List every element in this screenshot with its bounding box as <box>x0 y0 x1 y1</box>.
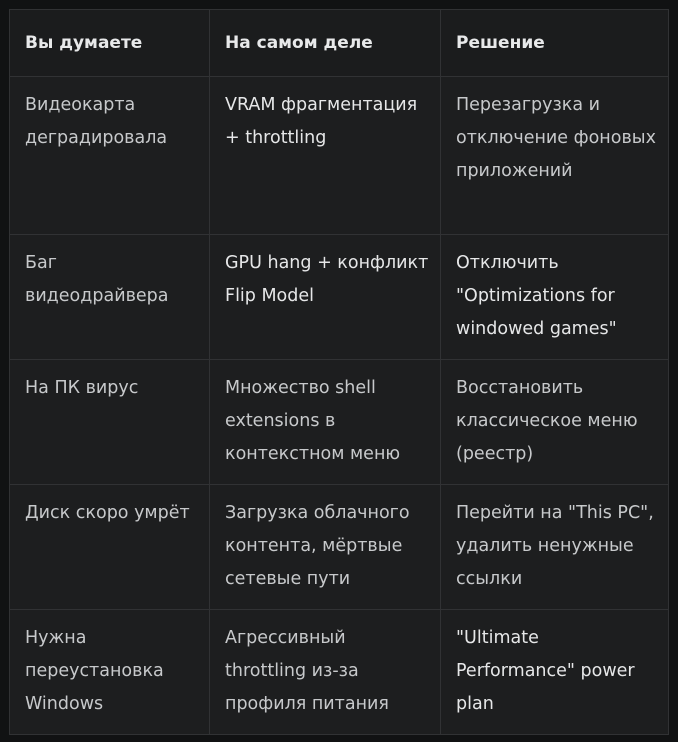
table-row <box>10 485 669 610</box>
cell-you-think: Диск скоро умрёт <box>10 485 210 610</box>
header-actually: На самом деле <box>210 10 441 77</box>
cell-solution: "Ultimate Performance" power plan <box>441 610 669 735</box>
table-header <box>10 10 669 77</box>
table-row <box>10 77 669 235</box>
cell-actually: VRAM фрагментация + throttling <box>210 77 441 235</box>
cell-solution: Восстановить классическое меню (реестр) <box>441 360 669 485</box>
table-row <box>10 610 669 735</box>
cell-solution: Перейти на "This PC", удалить ненужные ссылки <box>441 485 669 610</box>
comparison-table <box>9 9 669 735</box>
header-row <box>10 10 669 77</box>
cell-actually: GPU hang + конфликт Flip Model <box>210 235 441 360</box>
header-solution: Решение <box>441 10 669 77</box>
cell-actually: Загрузка облачного контента, мёртвые сетевые пути <box>210 485 441 610</box>
cell-actually: Агрессивный throttling из-за профиля питания <box>210 610 441 735</box>
cell-actually: Множество shell extensions в контекстном меню <box>210 360 441 485</box>
cell-you-think: Видеокарта деградировала <box>10 77 210 235</box>
comparison-table-container <box>9 9 668 732</box>
cell-you-think: Нужна переустановка Windows <box>10 610 210 735</box>
cell-solution: Перезагрузка и отключение фоновых приложений <box>441 77 669 235</box>
table-body <box>10 77 669 735</box>
table-row <box>10 235 669 360</box>
cell-you-think: На ПК вирус <box>10 360 210 485</box>
table-row <box>10 360 669 485</box>
cell-solution: Отключить "Optimizations for windowed games" <box>441 235 669 360</box>
header-you-think: Вы думаете <box>10 10 210 77</box>
cell-you-think: Баг видеодрайвера <box>10 235 210 360</box>
